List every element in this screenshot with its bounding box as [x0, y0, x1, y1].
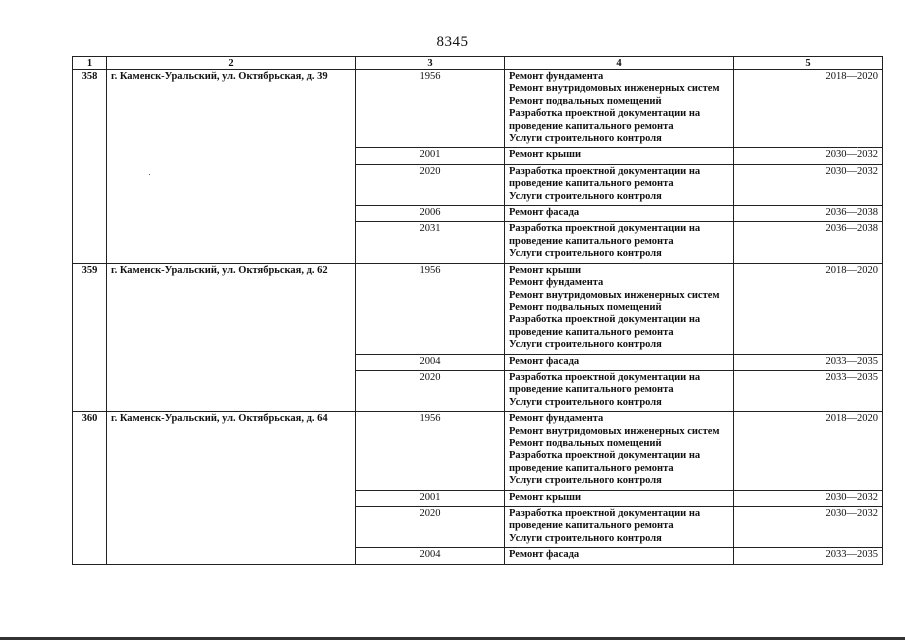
work-item: Ремонт фасада [509, 207, 580, 219]
work-item: Разработка проектной документации на [509, 450, 701, 462]
work-types [505, 222, 734, 263]
planned-period: 2018—2020 [734, 412, 883, 490]
planned-period: 2030—2032 [734, 507, 883, 548]
table-body [73, 70, 883, 565]
work-types [505, 507, 734, 548]
work-item: Ремонт фасада [509, 355, 580, 367]
work-item: Ремонт фундамента [509, 413, 604, 425]
planned-period: 2030—2032 [734, 148, 883, 164]
header-col-5: 5 [734, 57, 883, 70]
work-item: Услуги строительного контроля [509, 532, 662, 544]
scan-speck [857, 147, 858, 148]
work-item: Ремонт фасада [509, 549, 580, 561]
commission-year: 1956 [356, 263, 505, 354]
work-types [505, 70, 734, 148]
commission-year: 2006 [356, 206, 505, 222]
work-types [505, 548, 734, 564]
record-address: г. Каменск-Уральский, ул. Октябрьская, д. 64 [107, 412, 356, 564]
work-item: Разработка проектной документации на [509, 371, 701, 383]
commission-year: 2020 [356, 370, 505, 411]
work-item: проведение капитального ремонта [509, 462, 674, 474]
record-address: г. Каменск-Уральский, ул. Октябрьская, д. 62 [107, 263, 356, 411]
commission-year: 2020 [356, 507, 505, 548]
table-row [73, 412, 883, 490]
planned-period: 2036—2038 [734, 222, 883, 263]
planned-period: 2033—2035 [734, 548, 883, 564]
work-item: проведение капитального ремонта [509, 120, 674, 132]
work-types [505, 412, 734, 490]
work-types [505, 354, 734, 370]
commission-year: 1956 [356, 70, 505, 148]
work-item: Услуги строительного контроля [509, 339, 662, 351]
work-item: Разработка проектной документации на [509, 223, 701, 235]
table-row [73, 70, 883, 148]
work-item: Разработка проектной документации на [509, 108, 701, 120]
planned-period: 2018—2020 [734, 70, 883, 148]
record-number: 360 [73, 412, 107, 564]
commission-year: 2001 [356, 490, 505, 506]
work-types [505, 206, 734, 222]
table-row [73, 263, 883, 354]
work-item: Услуги строительного контроля [509, 396, 662, 408]
work-item: Разработка проектной документации на [509, 165, 701, 177]
work-item: Ремонт крыши [509, 491, 582, 503]
record-address: г. Каменск-Уральский, ул. Октябрьская, д. 39 [107, 70, 356, 264]
work-item: Ремонт фундамента [509, 71, 604, 82]
work-item: Ремонт фундамента [509, 277, 604, 289]
commission-year: 2020 [356, 164, 505, 205]
work-item: Разработка проектной документации на [509, 508, 701, 519]
header-col-2: 2 [107, 57, 356, 70]
work-types [505, 370, 734, 411]
work-item: проведение капитального ремонта [509, 326, 674, 338]
work-item: проведение капитального ремонта [509, 178, 674, 190]
planned-period: 2030—2032 [734, 490, 883, 506]
work-types [505, 164, 734, 205]
work-item: Ремонт крыши [509, 149, 582, 161]
commission-year: 1956 [356, 412, 505, 490]
work-types [505, 490, 734, 506]
work-item: Ремонт подвальных помещений [509, 301, 662, 313]
record-number: 358 [73, 70, 107, 264]
header-col-4: 4 [505, 57, 734, 70]
repair-schedule-table [72, 56, 883, 565]
work-item: проведение капитального ремонта [509, 384, 674, 396]
work-types [505, 148, 734, 164]
work-item: Ремонт внутридомовых инженерных систем [509, 425, 720, 437]
commission-year: 2004 [356, 548, 505, 564]
work-item: Разработка проектной документации на [509, 314, 701, 326]
page-number: 8345 [436, 34, 469, 50]
record-number: 359 [73, 263, 107, 411]
planned-period: 2030—2032 [734, 164, 883, 205]
work-item: проведение капитального ремонта [509, 235, 674, 247]
header-col-1: 1 [73, 57, 107, 70]
planned-period: 2033—2035 [734, 354, 883, 370]
work-item: Услуги строительного контроля [509, 248, 662, 260]
work-types [505, 263, 734, 354]
commission-year: 2004 [356, 354, 505, 370]
work-item: Ремонт подвальных помещений [509, 95, 662, 107]
work-item: проведение капитального ремонта [509, 520, 674, 532]
work-item: Ремонт крыши [509, 264, 582, 276]
work-item: Услуги строительного контроля [509, 475, 662, 487]
scan-speck [149, 174, 150, 175]
header-row [73, 57, 883, 70]
work-item: Ремонт внутридомовых инженерных систем [509, 289, 720, 301]
commission-year: 2031 [356, 222, 505, 263]
work-item: Ремонт внутридомовых инженерных систем [509, 83, 720, 95]
work-item: Ремонт подвальных помещений [509, 437, 662, 449]
work-item: Услуги строительного контроля [509, 190, 662, 202]
header-col-3: 3 [356, 57, 505, 70]
planned-period: 2018—2020 [734, 263, 883, 354]
planned-period: 2036—2038 [734, 206, 883, 222]
commission-year: 2001 [356, 148, 505, 164]
planned-period: 2033—2035 [734, 370, 883, 411]
work-item: Услуги строительного контроля [509, 133, 662, 145]
